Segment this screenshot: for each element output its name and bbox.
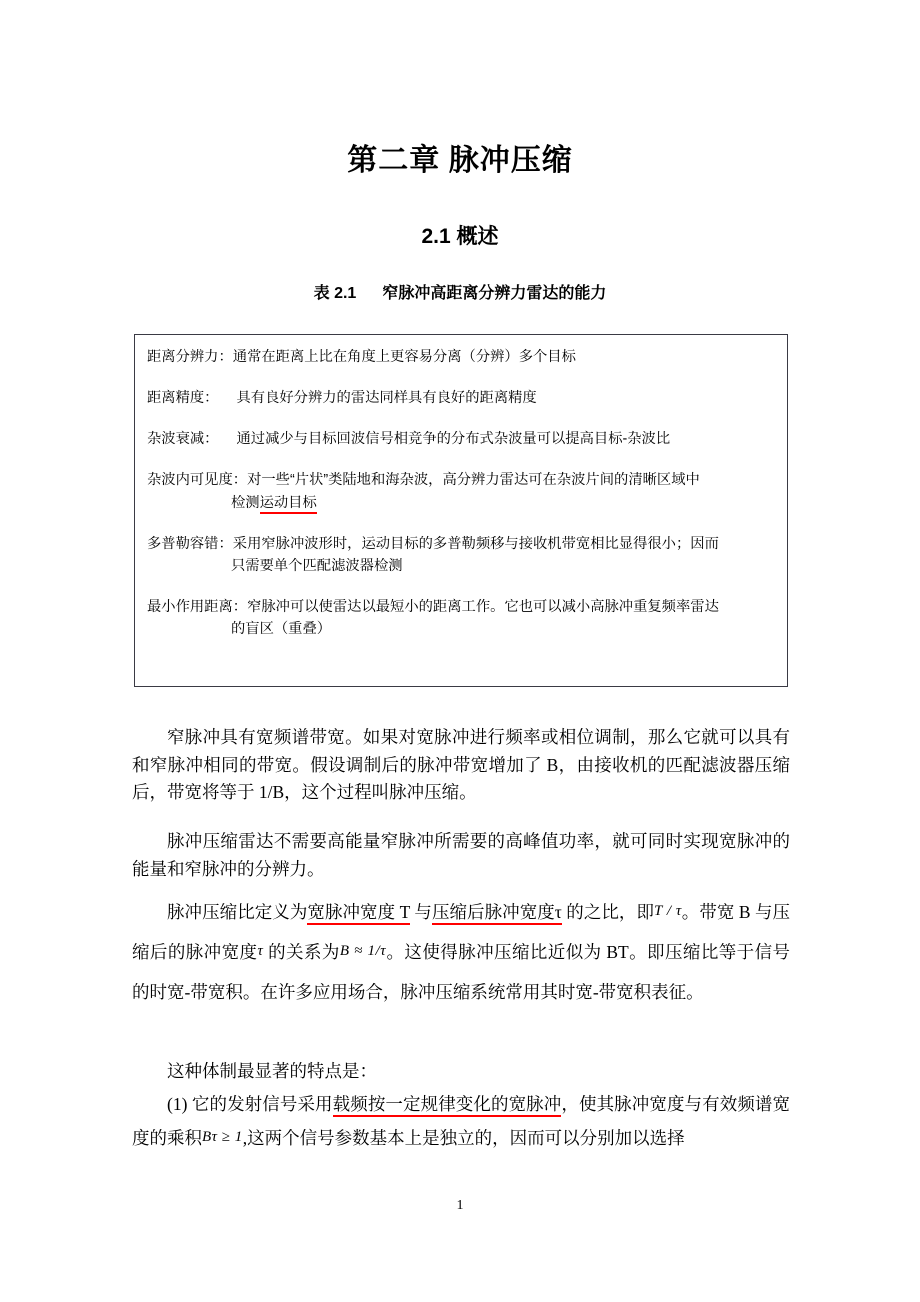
page-number: 1 <box>456 1198 464 1213</box>
p5-segment-2: ，使其脉冲宽度与有效频谱宽度的乘积 <box>132 1094 791 1149</box>
table-caption-number: 表 2.1 <box>313 285 357 302</box>
highlighted-term-wide-pulse: 载频按一定规律变化的宽脉冲 <box>333 1094 562 1117</box>
row-text-line2: 只需要单个匹配滤波器检测 <box>231 557 403 574</box>
row-label: 杂波衰减： <box>147 431 219 448</box>
table-row <box>147 596 775 640</box>
p5-segment-3: ,这两个信号参数基本上是独立的，因而可以分别加以选择 <box>242 1128 685 1149</box>
highlighted-term: 运动目标 <box>260 495 317 514</box>
table-row <box>147 469 775 513</box>
row-label: 距离精度： <box>147 390 219 407</box>
row-continuation <box>147 618 775 640</box>
highlighted-term-compressed-width: 压缩后脉冲宽度τ <box>432 902 562 925</box>
p3-segment-5: 的关系为 <box>263 941 340 962</box>
table-row <box>147 533 775 577</box>
p3-segment-1: 脉冲压缩比定义为 <box>167 902 308 922</box>
p5-segment-1: (1) 它的发射信号采用 <box>167 1094 333 1114</box>
table-row <box>147 428 775 450</box>
highlighted-term-pulse-width-T: 宽脉冲宽度 T <box>307 902 410 925</box>
row-text-line2: 的盲区（重叠） <box>231 621 332 638</box>
table-row <box>147 346 775 368</box>
row-label: 多普勒容错： <box>147 535 233 552</box>
row-continuation <box>147 555 775 577</box>
row-text: 对一些“片状”类陆地和海杂波，高分辨力雷达可在杂波片间的清晰区域中 <box>247 472 700 489</box>
table-caption <box>0 284 920 303</box>
row-text: 通常在距离上比在角度上更容易分离（分辨）多个目标 <box>232 349 576 365</box>
paragraph-4: 这种体制最显著的特点是： <box>167 1061 377 1081</box>
row-text: 采用窄脉冲波形时，运动目标的多普勒频移与接收机带宽相比显得很小；因而 <box>232 535 719 552</box>
section-title: 2.1 概述 <box>421 225 499 248</box>
paragraph-5 <box>132 1087 790 1155</box>
row-text-line2: 检测 <box>231 494 260 511</box>
p3-segment-6: 。这使得脉冲压缩比近似为 BT。即压缩比等于信号的时宽-带宽积。在许多应用场合，脉冲压缩系统常用其时宽-带宽积表征。 <box>132 941 791 1002</box>
row-label: 最小作用距离： <box>147 599 248 616</box>
table-row <box>147 387 775 409</box>
row-text: 具有良好分辨力的雷达同样具有良好的距离精度 <box>236 390 537 407</box>
formula-time-bandwidth-product: Bτ ≥ 1 <box>202 1129 243 1146</box>
row-label: 杂波内可见度： <box>147 472 248 489</box>
symbol-tau: τ <box>257 942 264 959</box>
chapter-title: 第二章 脉冲压缩 <box>347 144 573 177</box>
row-text: 窄脉冲可以使雷达以最短小的距离工作。它也可以减小高脉冲重复频率雷达 <box>247 599 719 616</box>
paragraph-1: 窄脉冲具有宽频谱带宽。如果对宽脉冲进行频率或相位调制，那么它就可以具有和窄脉冲相同的带宽。假设调制后的脉冲带宽增加了 B，由接收机的匹配滤波器压缩后，带宽将等于 1/B，这个过程叫脉冲压缩。 <box>132 727 790 803</box>
table-caption-text: 窄脉冲高距离分辨力雷达的能力 <box>382 285 607 302</box>
p3-segment-2: 与 <box>409 902 432 922</box>
p3-segment-4: 。带宽 B 与压缩后的脉冲宽度 <box>132 902 791 962</box>
formula-bandwidth: B ≈ 1/τ <box>339 942 387 959</box>
row-continuation <box>147 492 775 514</box>
paragraph-3 <box>132 893 790 1013</box>
p3-segment-3: 的之比，即 <box>561 902 655 922</box>
paragraph-2: 脉冲压缩雷达不需要高能量窄脉冲所需要的高峰值功率，就可同时实现宽脉冲的能量和窄脉冲的分辨力。 <box>132 831 790 879</box>
capability-table <box>134 334 788 687</box>
row-text: 通过减少与目标回波信号相竞争的分布式杂波量可以提高目标-杂波比 <box>236 431 671 448</box>
row-label: 距离分辨力： <box>147 349 233 365</box>
formula-compression-ratio: T / τ <box>654 903 682 919</box>
